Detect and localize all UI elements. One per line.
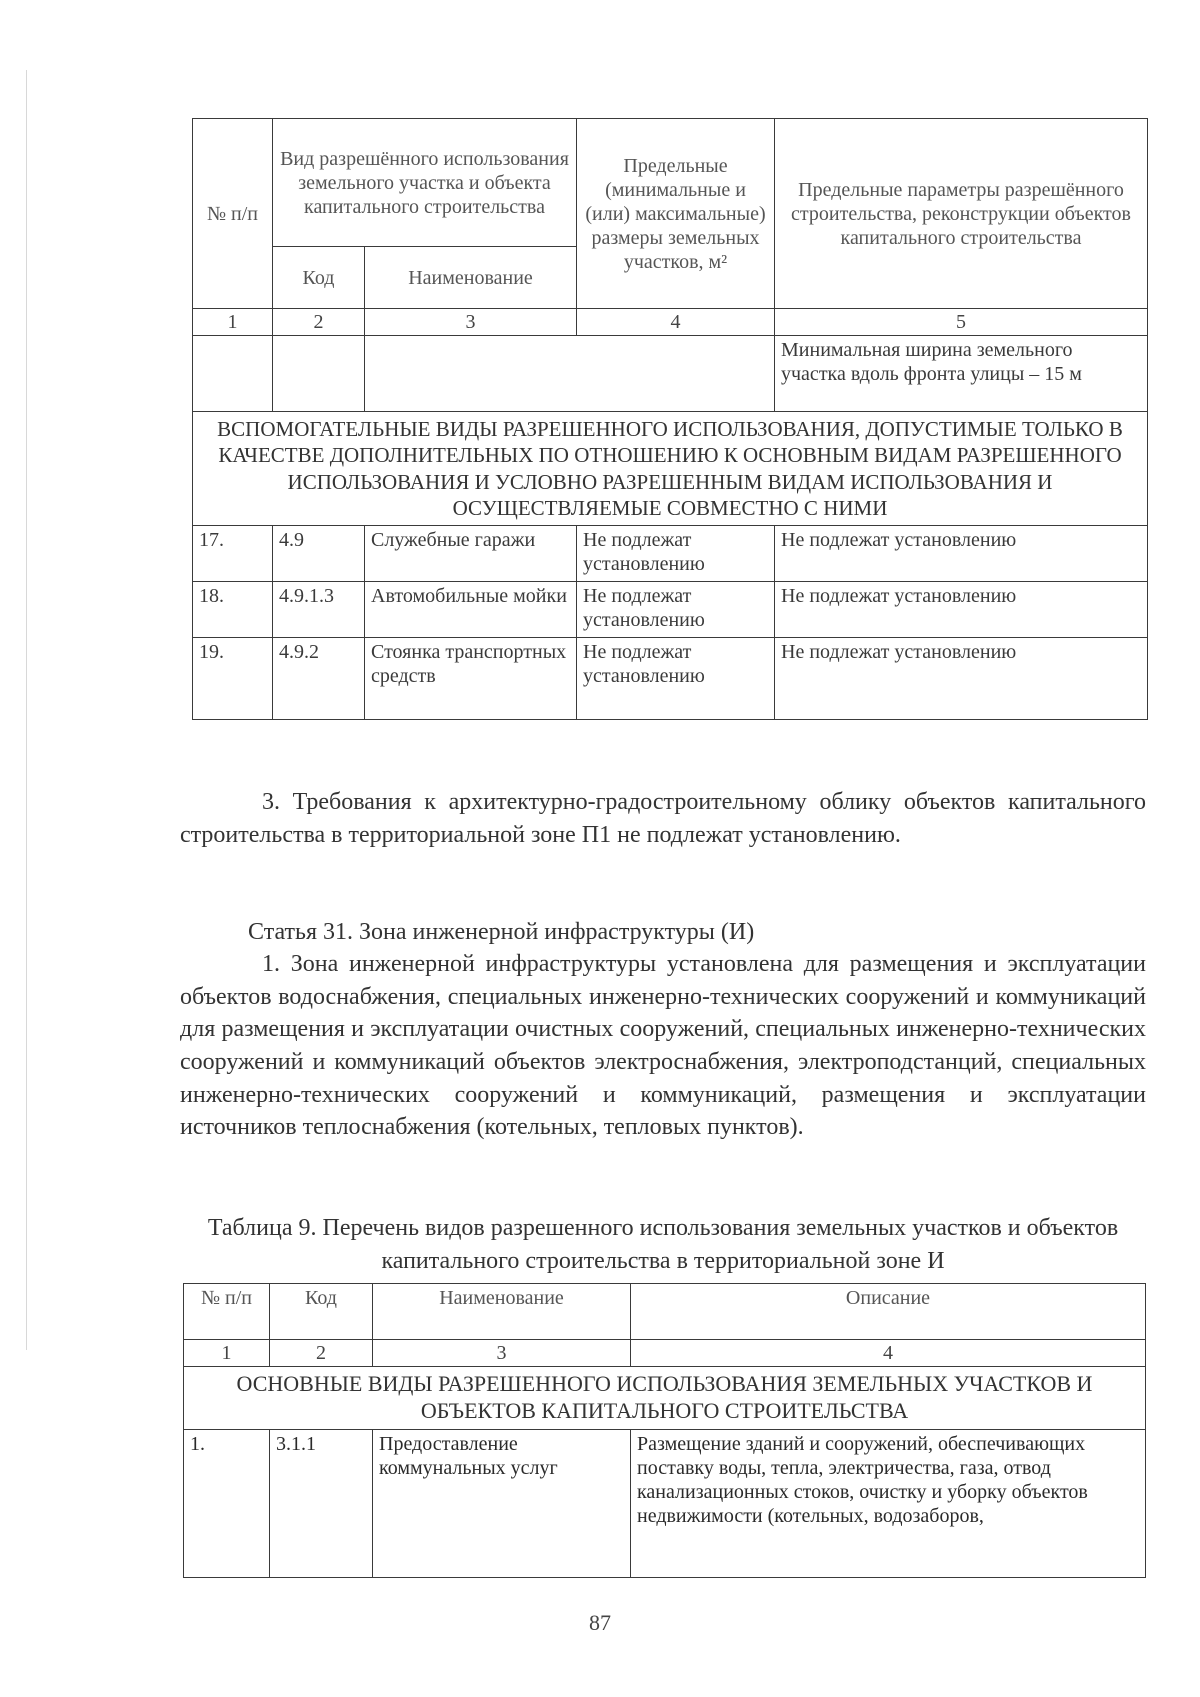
row-sizes: Не подлежат установлению: [577, 582, 775, 638]
row-desc: Размещение зданий и сооружений, обеспечивающих поставку воды, тепла, электричества, газа, отвод канализационных стоков, очистку и уборку объектов недвижимости (котельных, водозаборов,: [631, 1429, 1146, 1577]
col-number: 4: [577, 309, 775, 336]
header-use-type: Вид разрешённого использования земельного участка и объекта капитального строительства: [273, 119, 577, 247]
paragraph-3: 3. Требования к архитектурно-градостроительному облику объектов капитального строительства в территориальной зоне П1 не подлежат установлению.: [180, 789, 1146, 848]
col-number: 2: [270, 1340, 373, 1367]
table-row: [193, 526, 1148, 582]
header-code: Код: [270, 1284, 373, 1340]
row-num: 1.: [184, 1429, 270, 1577]
row-name: Предоставление коммунальных услуг: [373, 1429, 631, 1577]
header-sizes: Предельные (минимальные и (или) максимальные) размеры земельных участков, м²: [577, 119, 775, 309]
col-number: 2: [273, 309, 365, 336]
header-params: Предельные параметры разрешённого строительства, реконструкции объектов капитального строительства: [775, 119, 1148, 309]
row-code: 3.1.1: [270, 1429, 373, 1577]
header-num: № п/п: [193, 119, 273, 309]
article-heading: Статья 31. Зона инженерной инфраструктуры (И): [248, 919, 755, 945]
row-sizes: Не подлежат установлению: [577, 526, 775, 582]
col-number: 4: [631, 1340, 1146, 1367]
row-name: Стоянка транспортных средств: [365, 638, 577, 720]
row-code: 4.9.1.3: [273, 582, 365, 638]
row-params: Не подлежат установлению: [775, 582, 1148, 638]
row-num: 17.: [193, 526, 273, 582]
col-number: 5: [775, 309, 1148, 336]
row-num: 18.: [193, 582, 273, 638]
row-name: Автомобильные мойки: [365, 582, 577, 638]
row-num: 19.: [193, 638, 273, 720]
table-row: [193, 638, 1148, 720]
col-number: 1: [193, 309, 273, 336]
row-sizes: Не подлежат установлению: [577, 638, 775, 720]
header-desc: Описание: [631, 1284, 1146, 1340]
header-code: Код: [273, 247, 365, 309]
row-params: Не подлежат установлению: [775, 526, 1148, 582]
page-number: 87: [589, 1610, 611, 1635]
zone-p1-use-table: [192, 118, 1148, 720]
col-number: 3: [373, 1340, 631, 1367]
table-row: [193, 582, 1148, 638]
header-name: Наименование: [365, 247, 577, 309]
paragraph-1: 1. Зона инженерной инфраструктуры установлена для размещения и эксплуатации объектов водоснабжения, специальных инженерно-технических сооружений и коммуникаций для размещения и эксплуатации очистных сооружений, специальных инженерно-технических сооружений и коммуникаций объектов электроснабжения, электроподстанций, специальных инженерно-технических сооружений и коммуникаций, размещения и эксплуатации источников теплоснабжения (котельных, тепловых пунктов).: [180, 951, 1146, 1141]
scan-margin-line: [26, 70, 27, 1350]
row-code: 4.9.2: [273, 638, 365, 720]
col-number: 1: [184, 1340, 270, 1367]
col-number: 3: [365, 309, 577, 336]
section-title-main: ОСНОВНЫЕ ВИДЫ РАЗРЕШЕННОГО ИСПОЛЬЗОВАНИЯ ЗЕМЕЛЬНЫХ УЧАСТКОВ И ОБЪЕКТОВ КАПИТАЛЬНОГО СТРОИТЕЛЬСТВА: [184, 1367, 1146, 1430]
header-name: Наименование: [373, 1284, 631, 1340]
header-num: № п/п: [184, 1284, 270, 1340]
zone-i-use-table: [183, 1283, 1146, 1578]
section-title-auxiliary: ВСПОМОГАТЕЛЬНЫЕ ВИДЫ РАЗРЕШЕННОГО ИСПОЛЬЗОВАНИЯ, ДОПУСТИМЫЕ ТОЛЬКО В КАЧЕСТВЕ ДОПОЛНИТЕЛЬНЫХ ПО ОТНОШЕНИЮ К ОСНОВНЫМ ВИДАМ РАЗРЕШЕННОГО ИСПОЛЬЗОВАНИЯ И УСЛОВНО РАЗРЕШЕННЫМ ВИДАМ ИСПОЛЬЗОВАНИЯ И ОСУЩЕСТВЛЯЕМЫЕ СОВМЕСТНО С НИМИ: [193, 412, 1148, 526]
row-code: 4.9: [273, 526, 365, 582]
table-caption: Таблица 9. Перечень видов разрешенного использования земельных участков и объектов капитального строительства в территориальной зоне И: [207, 1215, 1119, 1274]
row-params: Не подлежат установлению: [775, 638, 1148, 720]
row-name: Служебные гаражи: [365, 526, 577, 582]
continued-cell: Минимальная ширина земельного участка вдоль фронта улицы – 15 м: [775, 336, 1148, 412]
table-row: [184, 1429, 1146, 1577]
